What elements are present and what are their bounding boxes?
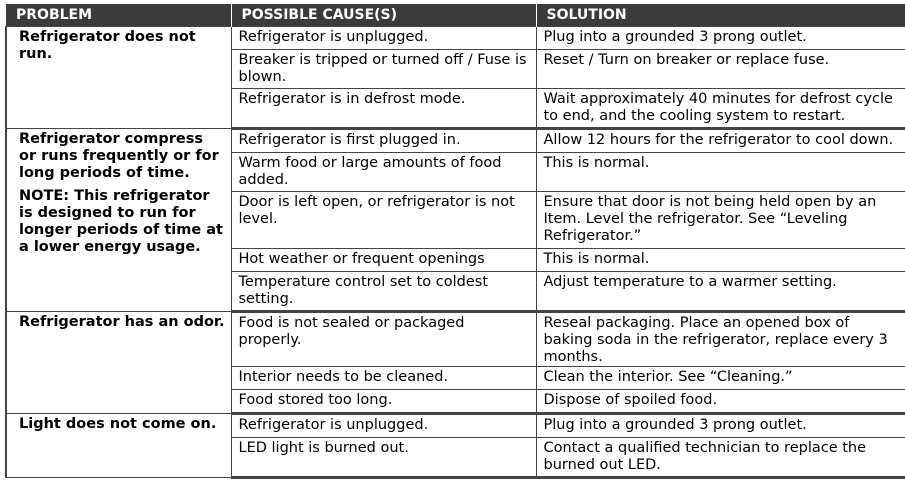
solution-cell: Reset / Turn on breaker or replace fuse. xyxy=(536,50,905,89)
problem-text: Refrigerator does not run. xyxy=(19,29,196,62)
solution-cell: Contact a qualified technician to replace the burned out LED. xyxy=(536,438,905,478)
cause-cell: Refrigerator is first plugged in. xyxy=(231,129,536,153)
cause-cell: Food is not sealed or packaged properly. xyxy=(231,312,536,367)
problem-cell xyxy=(6,129,231,312)
problem-cell xyxy=(6,27,231,129)
cause-cell: Temperature control set to coldest setting. xyxy=(231,272,536,312)
problem-cell xyxy=(6,414,231,478)
problem-column-header: PROBLEM xyxy=(6,4,231,27)
cause-cell: Refrigerator is unplugged. xyxy=(231,414,536,438)
cause-cell: Warm food or large amounts of food added. xyxy=(231,153,536,192)
table-row xyxy=(6,312,905,367)
cause-cell: Breaker is tripped or turned off / Fuse is blown. xyxy=(231,50,536,89)
solution-cell: Wait approximately 40 minutes for defrost cycle to end, and the cooling system to restart. xyxy=(536,89,905,129)
solution-cell: Plug into a grounded 3 prong outlet. xyxy=(536,414,905,438)
table-row xyxy=(6,414,905,438)
cause-cell: Food stored too long. xyxy=(231,390,536,414)
solution-column-header: SOLUTION xyxy=(536,4,905,27)
solution-cell: Plug into a grounded 3 prong outlet. xyxy=(536,27,905,50)
problem-text: Light does not come on. xyxy=(19,416,217,432)
problem-note: NOTE: This refrigerator is designed to run for longer periods of time at a lower energy usage. xyxy=(19,188,223,255)
solution-cell: Reseal packaging. Place an opened box of baking soda in the refrigerator, replace every 3 months. xyxy=(536,312,905,367)
table-header-row xyxy=(6,4,905,27)
solution-cell: This is normal. xyxy=(536,249,905,272)
cause-cell: Refrigerator is in defrost mode. xyxy=(231,89,536,129)
table-row xyxy=(6,129,905,153)
solution-cell: Adjust temperature to a warmer setting. xyxy=(536,272,905,312)
cause-cell: Refrigerator is unplugged. xyxy=(231,27,536,50)
troubleshooting-table xyxy=(5,4,905,479)
cause-cell: Hot weather or frequent openings xyxy=(231,249,536,272)
problem-cell xyxy=(6,312,231,414)
solution-cell: Ensure that door is not being held open by an Item. Level the refrigerator. See “Leveling Refrigerator.” xyxy=(536,192,905,249)
cause-cell: Door is left open, or refrigerator is not level. xyxy=(231,192,536,249)
cause-cell: LED light is burned out. xyxy=(231,438,536,478)
solution-cell: Allow 12 hours for the refrigerator to cool down. xyxy=(536,129,905,153)
solution-cell: Dispose of spoiled food. xyxy=(536,390,905,414)
solution-cell: This is normal. xyxy=(536,153,905,192)
table-row xyxy=(6,27,905,50)
cause-cell: Interior needs to be cleaned. xyxy=(231,367,536,390)
problem-text: Refrigerator compress or runs frequently or for long periods of time. xyxy=(19,131,219,181)
problem-text: Refrigerator has an odor. xyxy=(19,314,225,330)
solution-cell: Clean the interior. See “Cleaning.” xyxy=(536,367,905,390)
cause-column-header: POSSIBLE CAUSE(S) xyxy=(231,4,536,27)
